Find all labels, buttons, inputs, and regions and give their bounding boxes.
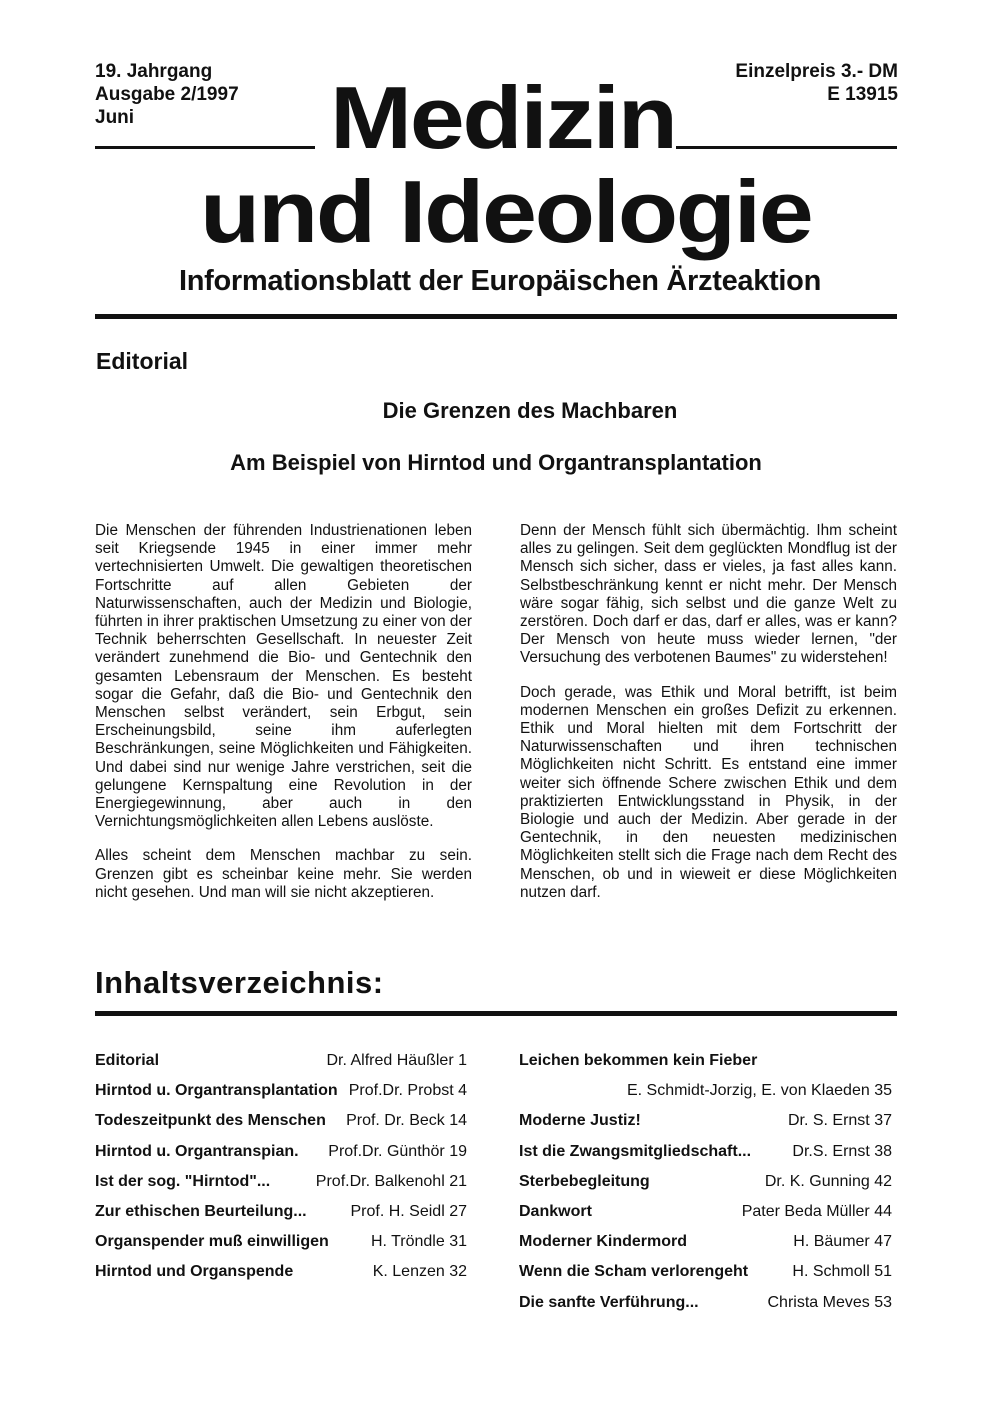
toc-title: Todeszeitpunkt des Menschen — [95, 1112, 326, 1130]
toc-entry[interactable] — [519, 1263, 892, 1293]
article-column-right — [520, 522, 897, 918]
toc-title: Zur ethischen Beurteilung... — [95, 1202, 307, 1220]
toc-author-page: E. Schmidt-Jorzig, E. von Klaeden 35 — [626, 1082, 892, 1099]
toc-entry[interactable] — [95, 1112, 467, 1142]
toc-author-page: Christa Meves 53 — [767, 1293, 892, 1311]
toc-title: Moderner Kindermord — [519, 1233, 688, 1251]
month-label: Juni — [95, 107, 135, 128]
toc-title: Die sanfte Verführung... — [519, 1293, 699, 1311]
paragraph: Denn der Mensch fühlt sich übermächtig. Ihm scheint alles zu gelingen. Seit dem geglückten Mondflug ist der Mensch sich sicher, dass er vieles, ja fast alles kann. Selbstbeschränkung kennt er nicht mehr. Der Mensch wäre sogar fähig, sich selbst und die ganze Welt zu zerstören. Doch darf er das, darf er alles, was er kann? Der Mensch von heute muss wieder lernen, "der Versuchung des verbotenen Baumes" zu widerstehen! — [520, 522, 897, 667]
toc-title: Hirntod und Organspende — [95, 1263, 294, 1281]
toc-author-page: Prof. Dr. Beck 14 — [346, 1112, 467, 1130]
toc-title: Ist der sog. "Hirntod"... — [95, 1172, 271, 1190]
toc-heading: Inhaltsverzeichnis: — [95, 965, 384, 1000]
masthead-title-line-1: Medizin — [330, 68, 676, 167]
postal-code-label: E 13915 — [827, 84, 898, 105]
toc-title: Wenn die Scham verlorengeht — [519, 1263, 749, 1281]
toc-entry[interactable] — [95, 1143, 467, 1173]
toc-author-page: Prof.Dr. Günthör 19 — [328, 1142, 467, 1160]
toc-entry[interactable] — [519, 1294, 892, 1324]
issue-info — [95, 60, 239, 129]
volume-label: 19. Jahrgang — [95, 61, 213, 82]
price-info — [735, 60, 898, 106]
header-divider — [95, 314, 897, 319]
toc-entry[interactable] — [519, 1203, 892, 1233]
toc-entry[interactable] — [95, 1052, 467, 1082]
paragraph: Die Menschen der führenden Industrienationen leben seit Kriegsende 1945 in einer immer mehr vertechnisierten Umwelt. Die gewaltigen theoretischen Fortschritte auf allen Gebieten der Naturwissenschaften, auch der Medizin und Biologie, führten in ihrer praktischen Umsetzung zu einer von der Technik beherrschten Gesellschaft. In neuester Zeit verändert zunehmend die Bio- und Gentechnik den gesamten Lebensraum der Menschen. Es besteht sogar die Gefahr, daß die Bio- und Gentechnik den Menschen selbst verändert, sein Erbgut, sein Erscheinungsbild, seine ihm auferlegten Beschränkungen, seine Möglichkeiten und Fähigkeiten. Und dabei sind nur wenige Jahre verstrichen, seit die gelungene Kernspaltung eine Revolution in der Energiegewinnung, aber auch in den Vernichtungsmöglichkeiten allen Lebens auslöste. — [95, 522, 472, 831]
toc-entry[interactable] — [519, 1143, 892, 1173]
toc-title: Hirntod u. Organtransplantation — [95, 1082, 338, 1100]
toc-title: Dankwort — [519, 1202, 592, 1220]
toc-entry[interactable] — [95, 1233, 467, 1263]
toc-title: Moderne Justiz! — [519, 1112, 641, 1130]
price-label: Einzelpreis 3.- DM — [735, 61, 898, 82]
title-rule-right — [676, 146, 897, 149]
toc-entry[interactable] — [95, 1263, 467, 1293]
toc-entry[interactable] — [95, 1082, 467, 1112]
masthead-title-line-2: und Ideologie — [200, 162, 812, 261]
toc-author-page: H. Tröndle 31 — [370, 1233, 467, 1251]
toc-title: Sterbebegleitung — [519, 1172, 650, 1190]
toc-author-page: H. Bäumer 47 — [793, 1233, 892, 1251]
toc-title: Leichen bekommen kein Fieber — [519, 1052, 758, 1069]
toc-author-page: Prof.Dr. Probst 4 — [348, 1082, 467, 1100]
toc-list-left — [95, 1052, 467, 1294]
toc-entry[interactable] — [519, 1112, 892, 1142]
title-rule-left — [95, 146, 315, 149]
toc-author-page: Dr. Alfred Häußler 1 — [326, 1052, 467, 1069]
masthead-subtitle: Informationsblatt der Europäischen Ärzteaktion — [178, 265, 821, 297]
article-subtitle: Am Beispiel von Hirntod und Organtransplantation — [230, 450, 762, 475]
toc-title: Ist die Zwangsmitgliedschaft... — [519, 1142, 752, 1160]
toc-divider — [95, 1011, 897, 1016]
toc-author-page: Dr. S. Ernst 37 — [787, 1112, 892, 1130]
paragraph: Alles scheint dem Menschen machbar zu sein. Grenzen gibt es scheinbar keine mehr. Sie werden nicht gesehen. Und man will sie nicht akzeptieren. — [95, 847, 472, 901]
toc-entry[interactable] — [519, 1233, 892, 1263]
toc-title: Editorial — [95, 1052, 160, 1069]
toc-author-page: Dr. K. Gunning 42 — [764, 1172, 892, 1190]
toc-entry[interactable] — [519, 1052, 892, 1112]
toc-author-page: Pater Beda Müller 44 — [741, 1202, 892, 1220]
issue-label: Ausgabe 2/1997 — [95, 84, 239, 105]
toc-author-page: H. Schmoll 51 — [792, 1263, 892, 1281]
article-title: Die Grenzen des Machbaren — [382, 398, 678, 423]
toc-title: Hirntod u. Organtranspian. — [95, 1142, 299, 1160]
article-column-left — [95, 522, 472, 918]
toc-author-page: Dr.S. Ernst 38 — [792, 1142, 892, 1160]
toc-title: Organspender muß einwilligen — [95, 1233, 329, 1251]
editorial-heading: Editorial — [96, 348, 189, 374]
toc-entry[interactable] — [95, 1203, 467, 1233]
paragraph: Doch gerade, was Ethik und Moral betrifft, ist beim modernen Menschen ein großes Defizit zu erkennen. Ethik und Moral hielten mit dem Fortschritt der Naturwissenschaften und ihren technischen Möglichkeiten nicht Schritt. Es entstand eine immer weiter sich öffnende Schere zwischen Ethik und dem praktizierten Entwicklungsstand in Physik, in der Biologie und auch der Medizin. Aber gerade in der Gentechnik, in den neuesten medizinischen Möglichkeiten stellt sich die Frage nach dem Recht des Menschen, ob und in wieweit er diese Möglichkeiten nutzen darf. — [520, 683, 897, 901]
toc-author-page: Prof.Dr. Balkenohl 21 — [315, 1172, 467, 1190]
toc-list-right — [519, 1052, 892, 1324]
toc-author-page: K. Lenzen 32 — [372, 1263, 467, 1281]
toc-entry[interactable] — [519, 1173, 892, 1203]
toc-author-page: Prof. H. Seidl 27 — [350, 1202, 467, 1220]
toc-entry[interactable] — [95, 1173, 467, 1203]
